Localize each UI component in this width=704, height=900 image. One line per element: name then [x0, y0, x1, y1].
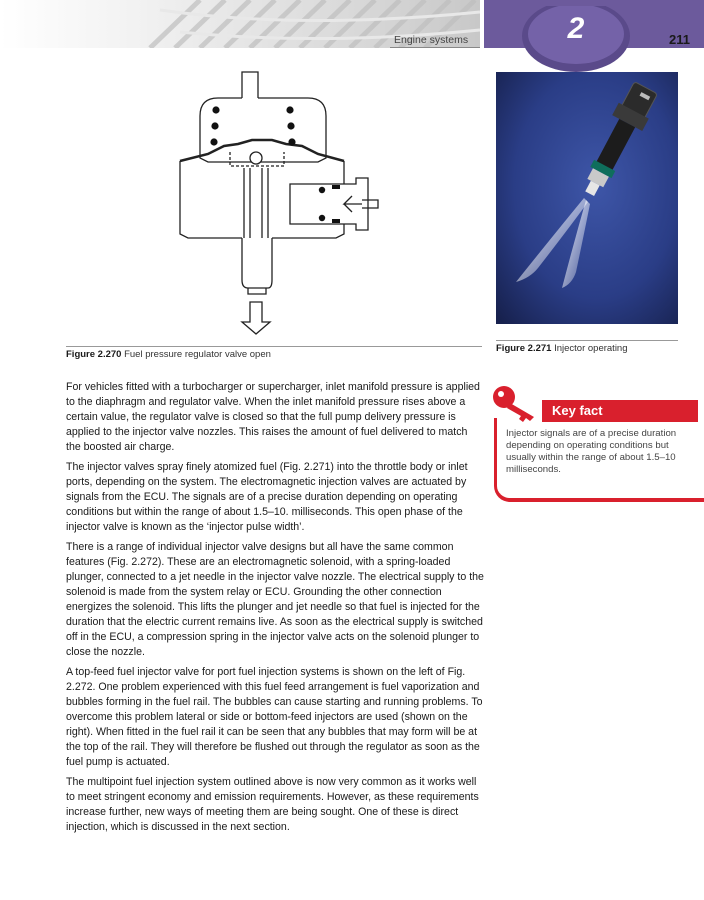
paragraph: For vehicles fitted with a turbocharger or supercharger, inlet manifold pressure is applied to the diaphragm and regulator valve. When the inlet manifold pressure rises above a certain value, the regulator valve is closed so that the full pump delivery pressure is applied to the injector valve nozzles. This raises the amount of fuel delivered to match the boosted air charge.: [66, 381, 480, 453]
body-text: [66, 380, 484, 840]
header-rule: [390, 47, 480, 48]
figure-label: Figure 2.271: [496, 343, 552, 354]
paragraph: A top-feed fuel injector valve for port fuel injection systems is shown on the left of Fig. 2.272. One problem experienced with this fuel feed arrangement is fuel vaporization and bubbles forming in the fuel rail. The bubbles can cause starting and running problems. To overcome this problem lateral or side or bottom-feed injectors are used (shown on the right). When fitted in the fuel rail it can be seen that any bubbles that may form will be at the top of the rail. They will therefore be flushed out through the regulator as soon as the fuel pump is actuated.: [66, 666, 483, 768]
caption-rule-right: [496, 340, 678, 341]
figure-caption-text: Injector operating: [554, 343, 628, 354]
paragraph: The multipoint fuel injection system outlined above is now very common as it works well to meet stringent economy and emission requirements. However, as these requirements increase further, new ways of meeting them are being sought. One of these is direct injection, which is discussed in the next section.: [66, 776, 479, 833]
caption-rule-left: [66, 346, 482, 347]
key-fact-box: [490, 383, 704, 505]
page-number: 211: [669, 32, 690, 47]
paragraph: There is a range of individual injector valve designs but all have the same common features (Fig. 2.272). These are an electromagnetic solenoid, with a spring-loaded plunger, connected to a jet needle in the injector valve nozzle. The electrical supply to the solenoid is made from the system relay or ECU. Grounding the other connection energizes the solenoid. This lifts the plunger and jet needle so that fuel is injected for the duration that the electric current remains live. As soon as the electrical supply is switched off in the ECU, a compression spring in the injector valve acts on the solenoid plunger to close the nozzle.: [66, 541, 484, 658]
figure-2-270-caption: [66, 349, 271, 360]
section-title: Engine systems: [394, 34, 469, 46]
key-icon: [490, 383, 546, 425]
injector-operating-photo: [496, 72, 678, 324]
chapter-tab: [484, 0, 704, 48]
key-fact-text: Injector signals are of a precise duration depending on operating conditions but usually within the range of about 1.5–10 milliseconds.: [506, 428, 677, 475]
paragraph: The injector valves spray finely atomized fuel (Fig. 2.271) into the throttle body or inlet ports, depending on the system. The electromagnetic injection valves are actuated by signals from the ECU. The signals are of a precise duration depending on operating conditions but within the range of about 1.5–10. milliseconds. This open phase of the injector valve is known as the ‘injector pulse width’.: [66, 461, 468, 533]
key-fact-title: Key fact: [552, 403, 603, 418]
figure-label: Figure 2.270: [66, 349, 122, 360]
chapter-number: 2: [567, 12, 585, 45]
fuel-pressure-regulator-diagram: [160, 66, 390, 336]
figure-2-271-caption: [496, 343, 628, 354]
figure-caption-text: Fuel pressure regulator valve open: [124, 349, 271, 360]
